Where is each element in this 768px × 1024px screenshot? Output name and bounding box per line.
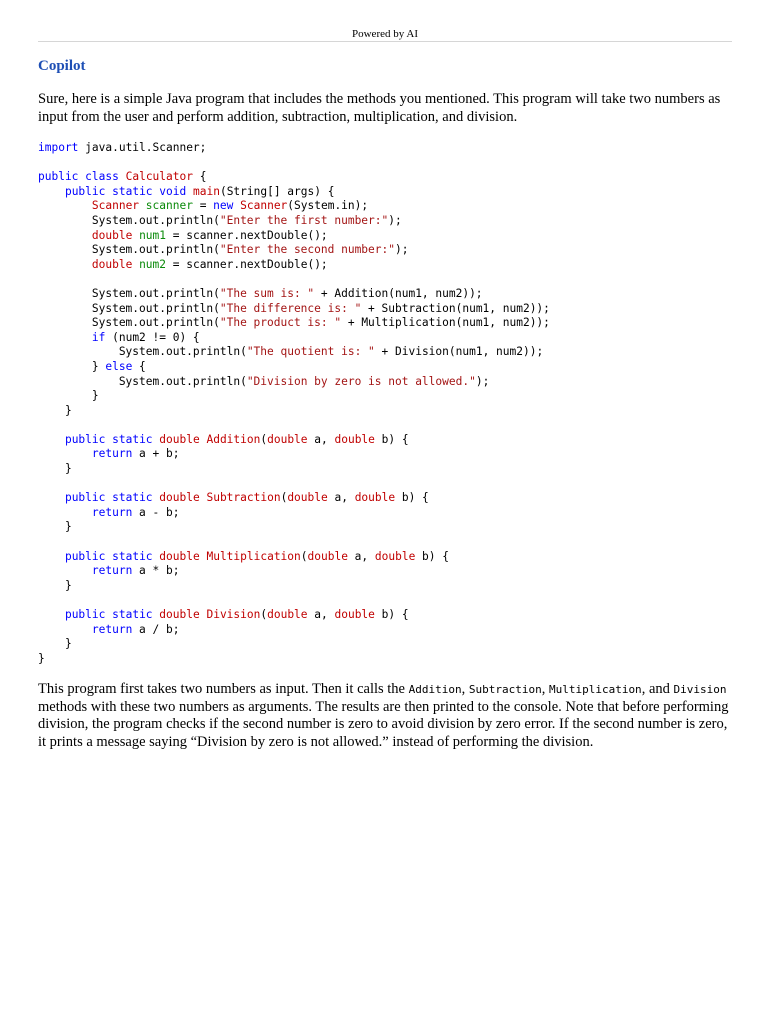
code-token: public	[38, 170, 79, 184]
code-token: }	[38, 403, 72, 417]
code-token: double	[374, 549, 416, 563]
code-token: + Division(num1, num2));	[374, 345, 544, 359]
code-token: class	[85, 170, 119, 184]
code-token: (	[260, 432, 268, 446]
code-token	[38, 229, 92, 242]
code-token: System.out.println(	[38, 286, 220, 300]
code-token: import	[38, 141, 79, 154]
code-token: }	[38, 359, 106, 373]
code-line	[38, 520, 72, 533]
code-token: Addition	[206, 432, 261, 446]
code-token: double	[159, 549, 200, 563]
code-line	[38, 433, 409, 446]
code-line	[38, 214, 402, 227]
code-line	[38, 579, 72, 592]
code-line	[38, 331, 200, 344]
code-token: double	[307, 549, 348, 563]
code-token: static	[112, 491, 153, 505]
code-token: a,	[307, 432, 335, 446]
code-line	[38, 652, 45, 665]
code-token	[38, 506, 92, 519]
code-line	[38, 229, 328, 242]
code-token: }	[38, 462, 72, 476]
code-token: System.out.println(	[38, 316, 220, 330]
code-token: static	[112, 549, 153, 563]
code-line	[38, 462, 72, 475]
code-line	[38, 375, 489, 388]
code-token: public	[64, 491, 106, 505]
code-token: return	[91, 447, 133, 461]
code-token: static	[112, 432, 153, 446]
code-token	[38, 331, 92, 344]
code-token: System.out.println(	[38, 243, 220, 257]
code-line	[38, 170, 206, 183]
code-line	[38, 302, 550, 315]
code-token	[38, 623, 92, 636]
code-token	[38, 447, 92, 460]
outro-text-part1: This program first takes two numbers as input. Then it calls the	[38, 681, 409, 697]
outro-separator: ,	[541, 681, 549, 697]
outro-separator: , and	[641, 681, 674, 697]
code-token: scanner	[145, 199, 193, 213]
code-token: a,	[347, 549, 375, 563]
code-token: double	[91, 257, 133, 271]
code-line	[38, 447, 179, 460]
code-token: b) {	[374, 432, 409, 446]
code-token: double	[267, 432, 308, 446]
code-line	[38, 491, 429, 504]
code-token: (	[260, 608, 268, 621]
code-token: double	[159, 432, 200, 446]
code-token: Division	[206, 608, 261, 621]
code-token	[38, 185, 65, 198]
code-token: double	[159, 491, 200, 505]
code-line	[38, 287, 483, 300]
code-token: double	[354, 491, 396, 505]
inline-code-subtraction: Subtraction	[468, 683, 542, 696]
code-token: }	[38, 651, 45, 665]
code-token: }	[38, 578, 72, 592]
code-token: a + b;	[132, 447, 180, 461]
code-token	[186, 185, 193, 198]
code-token: void	[159, 184, 187, 198]
code-token: static	[112, 608, 153, 621]
code-token: double	[287, 491, 328, 505]
code-line	[38, 564, 179, 577]
code-token: num2	[139, 257, 167, 271]
code-line	[38, 608, 409, 621]
code-token: double	[91, 228, 133, 242]
outro-separator: ,	[461, 681, 469, 697]
code-token: b) {	[395, 491, 429, 505]
code-line	[38, 389, 99, 402]
code-token: );	[388, 213, 402, 227]
code-line	[38, 243, 408, 256]
code-token	[38, 258, 92, 271]
code-token: );	[394, 243, 409, 257]
code-line	[38, 550, 449, 563]
code-token: (	[280, 491, 288, 505]
code-token: (	[300, 549, 308, 563]
code-line	[38, 360, 146, 373]
code-line	[38, 258, 328, 271]
intro-paragraph: Sure, here is a simple Java program that includes the methods you mentioned. This program will take two numbers as input from the user and perform addition, subtraction, multiplication, and division.	[38, 91, 721, 125]
code-token: (num2 != 0) {	[105, 330, 200, 344]
code-token: b) {	[374, 608, 409, 621]
code-line	[38, 141, 206, 154]
code-token: =	[192, 199, 214, 213]
code-token: = scanner.nextDouble();	[166, 228, 328, 242]
code-token	[38, 564, 92, 577]
code-token: System.out.println(	[38, 374, 247, 388]
code-token: return	[91, 564, 133, 578]
sender-name: Copilot	[38, 58, 86, 74]
code-token: Subtraction	[206, 491, 281, 505]
code-token: public	[64, 608, 106, 621]
code-token: = scanner.nextDouble();	[166, 257, 328, 271]
code-token	[38, 433, 65, 446]
inline-code-addition: Addition	[408, 683, 462, 696]
code-token	[38, 550, 65, 563]
code-token: + Subtraction(num1, num2));	[361, 301, 550, 315]
code-token: "The sum is: "	[219, 286, 315, 300]
code-token: Multiplication	[206, 549, 301, 563]
code-token: Scanner	[91, 199, 140, 213]
code-token: (String[] args) {	[219, 184, 335, 198]
inline-code-multiplication: Multiplication	[548, 683, 642, 696]
code-token: public	[64, 432, 106, 446]
code-token: Scanner	[240, 199, 288, 213]
outro-text-part2: methods with these two numbers as arguments. The results are then printed to the console. Note that before performing division, the program checks if the second number is zero to avoid division by zero error. If the second number is zero, it prints a message saying “Division by zero is not allowed.” instead of performing the division.	[38, 698, 729, 750]
code-token	[38, 608, 65, 621]
code-token	[38, 199, 92, 212]
code-content	[38, 141, 550, 665]
code-token: else	[105, 359, 133, 373]
code-line	[38, 199, 368, 212]
code-token: static	[112, 184, 153, 198]
code-line	[38, 345, 543, 358]
outro-paragraph	[38, 681, 738, 751]
code-token: a / b;	[132, 622, 180, 636]
code-line	[38, 506, 179, 519]
code-line	[38, 637, 72, 650]
code-token: {	[192, 170, 207, 184]
code-token: return	[91, 505, 133, 519]
inline-code-division: Division	[673, 683, 727, 696]
code-token: {	[132, 359, 146, 373]
code-token: return	[91, 622, 133, 636]
code-token: Calculator	[125, 170, 193, 184]
code-token: b) {	[415, 549, 449, 563]
code-token: System.out.println(	[38, 213, 220, 227]
code-token: + Multiplication(num1, num2));	[341, 316, 550, 330]
code-token: java.util.Scanner;	[78, 141, 207, 154]
code-token: double	[334, 432, 375, 446]
code-token: + Addition(num1, num2));	[314, 286, 483, 300]
code-token: "The quotient is: "	[246, 345, 375, 359]
code-token: }	[38, 637, 72, 651]
code-line	[38, 404, 72, 417]
code-token: a - b;	[132, 505, 180, 519]
code-token: if	[91, 330, 106, 344]
code-token: }	[38, 520, 72, 534]
code-token: a,	[307, 608, 335, 621]
code-token: (System.in);	[287, 199, 369, 213]
code-token: System.out.println(	[38, 301, 220, 315]
code-token: double	[334, 608, 375, 621]
code-block	[38, 141, 550, 666]
code-line	[38, 316, 550, 329]
code-token: "The difference is: "	[219, 301, 362, 315]
code-token: main	[193, 184, 220, 198]
code-token: "Enter the second number:"	[219, 243, 395, 257]
code-token: double	[267, 608, 308, 621]
code-token: System.out.println(	[38, 345, 247, 359]
code-token	[139, 199, 146, 212]
code-token: "Enter the first number:"	[219, 213, 389, 227]
code-token: );	[475, 374, 490, 388]
code-token: a * b;	[132, 564, 180, 578]
code-token: }	[38, 389, 99, 403]
header-divider	[38, 41, 732, 42]
code-token	[119, 170, 126, 183]
code-token	[38, 491, 65, 504]
code-line	[38, 185, 334, 198]
code-token: public	[64, 184, 106, 198]
code-line	[38, 623, 179, 636]
code-token: public	[64, 549, 106, 563]
code-token: num1	[139, 228, 167, 242]
code-token: new	[213, 199, 234, 213]
page-header: Powered by AI	[352, 28, 418, 40]
code-token: double	[159, 608, 200, 621]
code-token: "Division by zero is not allowed."	[246, 374, 476, 388]
code-token: "The product is: "	[219, 316, 342, 330]
code-token: a,	[327, 491, 355, 505]
